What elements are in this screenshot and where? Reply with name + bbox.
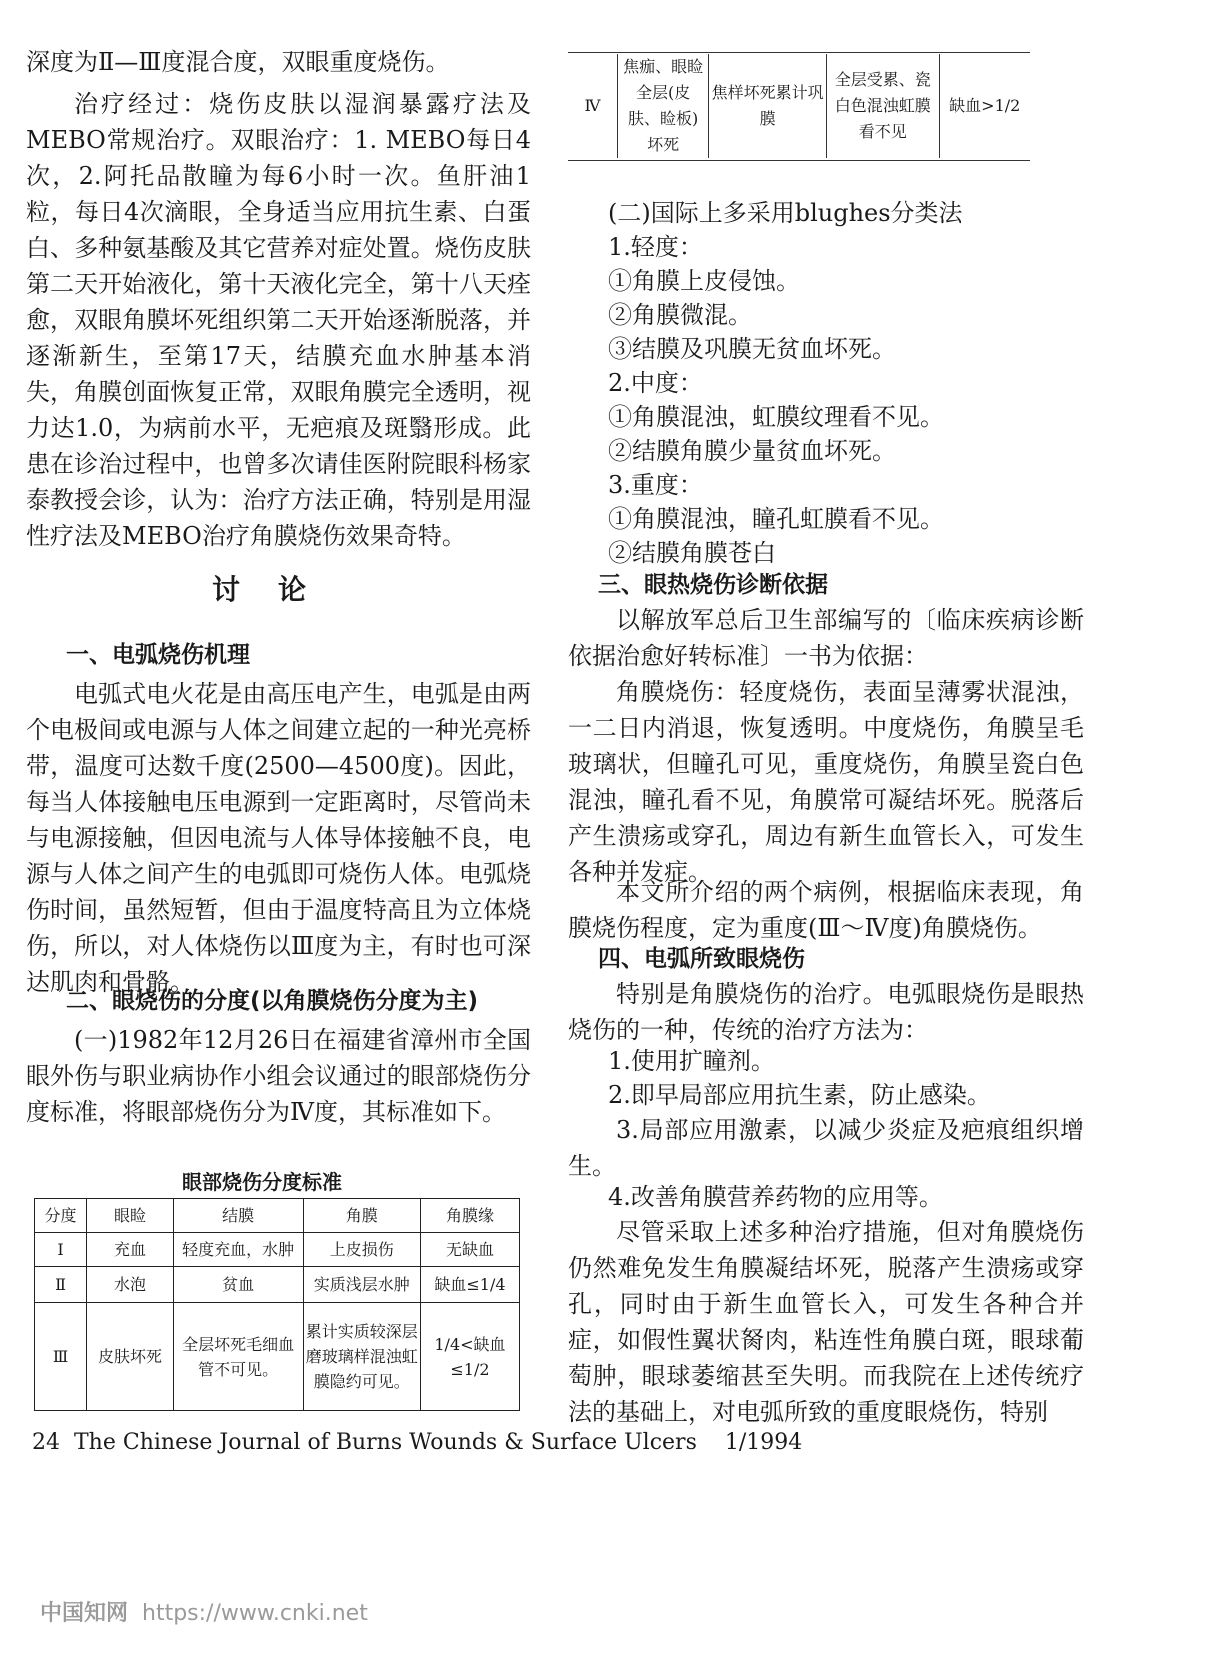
paragraph-severity: 深度为Ⅱ—Ⅲ度混合度，双眼重度烧伤。 [26, 48, 450, 76]
table-row [35, 1303, 520, 1411]
table-cell: 焦痂、眼睑全层(皮肤、睑板)坏死 [618, 54, 709, 158]
table-cell: 缺血≤1/4 [420, 1267, 519, 1303]
paragraph-hormone: 3.局部应用激素，以减少炎症及疤痕组织增生。 [568, 1116, 1084, 1180]
table-cell: 缺血>1/2 [939, 54, 1030, 158]
header-cell: 分度 [35, 1199, 87, 1233]
issue-number: 1/1994 [724, 1430, 803, 1455]
list-item: ①角膜混浊，瞳孔虹膜看不见。 [608, 505, 944, 533]
cnki-watermark [40, 1596, 368, 1627]
table-cell: 贫血 [173, 1267, 303, 1303]
section-heading-arc-mechanism: 一、电弧烧伤机理 [66, 642, 250, 668]
table-cell: 焦样坏死累计巩膜 [709, 54, 827, 158]
list-item: 2.即早局部应用抗生素，防止感染。 [608, 1081, 991, 1109]
list-item: ②角膜微混。 [608, 301, 752, 329]
paragraph-traditional-treatment: 特别是角膜烧伤的治疗。电弧眼烧伤是眼热烧伤的一种，传统的治疗方法为： [568, 980, 1084, 1044]
table-cell: 全层坏死毛细血管不可见。 [173, 1303, 303, 1411]
list-item: 4.改善角膜营养药物的应用等。 [608, 1183, 943, 1211]
list-item: 2.中度： [608, 369, 703, 397]
list-item: 1.轻度： [608, 233, 703, 261]
header-cell: 角膜 [303, 1199, 420, 1233]
table-cell: 上皮损伤 [303, 1233, 420, 1267]
table-top-rule [568, 52, 1030, 53]
discussion-heading: 讨论 [212, 573, 345, 606]
grading-table [34, 1198, 520, 1411]
list-item: ②结膜角膜苍白 [608, 539, 776, 567]
table-cell: 累计实质较深层磨玻璃样混浊虹膜隐约可见。 [303, 1303, 420, 1411]
subsection-blughes: (二)国际上多采用blughes分类法 [608, 199, 963, 227]
grading-table-continued [568, 54, 1030, 158]
table-cell: 水泡 [87, 1267, 174, 1303]
section-heading-arc-eye-burn: 四、电弧所致眼烧伤 [598, 946, 805, 972]
paragraph-grading-standard: (一)1982年12月26日在福建省漳州市全国眼外伤与职业病协作小组会议通过的眼部烧伤分度标准，将眼部烧伤分为Ⅳ度，其标准如下。 [26, 1026, 531, 1126]
list-item: 3.重度： [608, 471, 703, 499]
table-cell: 1/4<缺血≤1/2 [420, 1303, 519, 1411]
table-row [568, 54, 1030, 158]
header-cell: 角膜缘 [420, 1199, 519, 1233]
table-cell: 实质浅层水肿 [303, 1267, 420, 1303]
list-item: ②结膜角膜少量贫血坏死。 [608, 437, 896, 465]
section-heading-diagnosis: 三、眼热烧伤诊断依据 [598, 572, 828, 598]
watermark-brand: 中国知网 [40, 1601, 129, 1626]
table-cell: 皮肤坏死 [87, 1303, 174, 1411]
page-number: 24 [32, 1430, 60, 1455]
header-cell: 结膜 [173, 1199, 303, 1233]
section-heading-eye-burn-grading: 二、眼烧伤的分度(以角膜烧伤分度为主) [66, 988, 479, 1014]
table-row [35, 1267, 520, 1303]
list-item: ①角膜混浊，虹膜纹理看不见。 [608, 403, 944, 431]
paragraph-complications: 尽管采取上述多种治疗措施，但对角膜烧伤仍然难免发生角膜凝结坏死，脱落产生溃疡或穿孔，同时由于新生血管长入，可发生各种合并症，如假性翼状胬肉，粘连性角膜白斑，眼球葡萄肿，眼球萎缩甚至失明。而我院在上述传统疗法的基础上，对电弧所致的重度眼烧伤，特别 [568, 1218, 1084, 1426]
watermark-url: https://www.cnki.net [142, 1601, 368, 1626]
table-row [35, 1233, 520, 1267]
paragraph-arc-mechanism: 电弧式电火花是由高压电产生，电弧是由两个电极间或电源与人体之间建立起的一种光亮桥带，温度可达数千度(2500—4500度)。因此，每当人体接触电压电源到一定距离时，尽管尚未与电源接触，但因电流与人体导体接触不良，电源与人体之间产生的电弧即可烧伤人体。电弧烧伤时间，虽然短暂，但由于温度特高且为立体烧伤，所以，对人体烧伤以Ⅲ度为主，有时也可深达肌肉和骨骼。 [26, 680, 531, 996]
list-item: 1.使用扩瞳剂。 [608, 1047, 775, 1075]
table-cell: 全层受累、瓷白色混浊虹膜看不见 [827, 54, 940, 158]
paragraph-case-grade: 本文所介绍的两个病例，根据临床表现，角膜烧伤程度，定为重度(Ⅲ～Ⅳ度)角膜烧伤。 [568, 878, 1084, 942]
table-cell: Ⅳ [568, 54, 618, 158]
table-header-row [35, 1199, 520, 1233]
table-title: 眼部烧伤分度标准 [182, 1170, 342, 1194]
header-cell: 眼睑 [87, 1199, 174, 1233]
table-cell: 无缺血 [420, 1233, 519, 1267]
paragraph-treatment: 治疗经过：烧伤皮肤以湿润暴露疗法及MEBO常规治疗。双眼治疗：1. MEBO每日4次，2.阿托品散瞳为每6小时一次。鱼肝油1粒，每日4次滴眼，全身适当应用抗生素、白蛋白、多种氨基酸及其它营养对症处置。烧伤皮肤第二天开始液化，第十天液化完全，第十八天痊愈，双眼角膜坏死组织第二天开始逐渐脱落，并逐渐新生，至第17天，结膜充血水肿基本消失，角膜创面恢复正常，双眼角膜完全透明，视力达1.0，为病前水平，无疤痕及斑翳形成。此患在诊治过程中，也曾多次请佳医附院眼科杨家泰教授会诊，认为：治疗方法正确，特别是用湿性疗法及MEBO治疗角膜烧伤效果奇特。 [26, 90, 531, 550]
table-cell: Ⅰ [35, 1233, 87, 1267]
journal-name: The Chinese Journal of Burns Wounds & Surface Ulcers [74, 1430, 697, 1455]
table-cell: 充血 [87, 1233, 174, 1267]
page-footer [32, 1430, 802, 1455]
table-cell: Ⅲ [35, 1303, 87, 1411]
list-item: ①角膜上皮侵蚀。 [608, 267, 800, 295]
paragraph-diagnosis-source: 以解放军总后卫生部编写的〔临床疾病诊断依据治愈好转标准〕一书为依据： [568, 606, 1084, 670]
paragraph-corneal-burn: 角膜烧伤：轻度烧伤，表面呈薄雾状混浊，一二日内消退，恢复透明。中度烧伤，角膜呈毛玻璃状，但瞳孔可见，重度烧伤，角膜呈瓷白色混浊，瞳孔看不见，角膜常可凝结坏死。脱落后产生溃疡或穿孔，周边有新生血管长入，可发生各种并发症。 [568, 678, 1084, 886]
table-cell: Ⅱ [35, 1267, 87, 1303]
table-cell: 轻度充血，水肿 [173, 1233, 303, 1267]
table-bottom-rule [568, 160, 1030, 161]
list-item: ③结膜及巩膜无贫血坏死。 [608, 335, 896, 363]
